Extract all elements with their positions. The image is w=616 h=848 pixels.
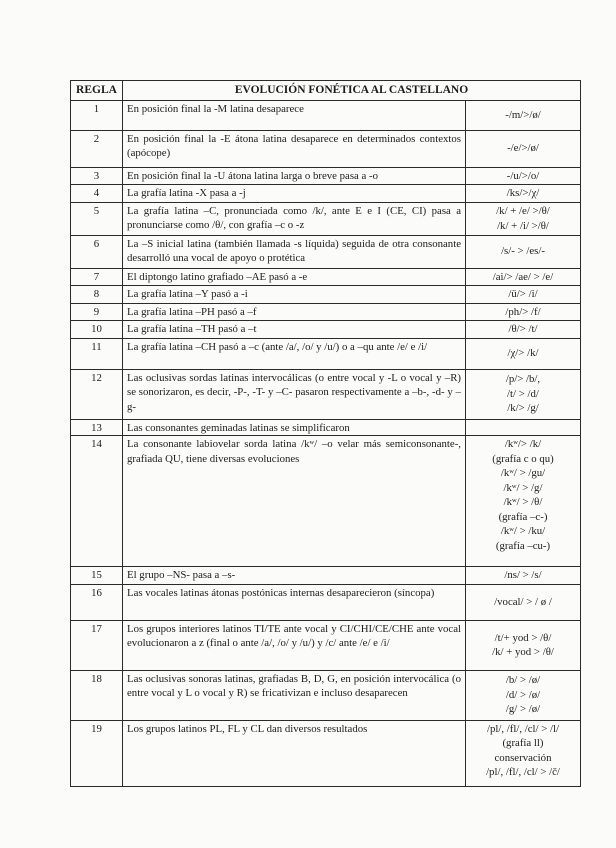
phonetic-line: /t/ > /d/ [507,387,539,400]
rule-text: En posición final la -E átona latina desaparece en determinados contextos (apócope) [123,130,466,167]
phonetic-line: /vocal/ > / ø / [494,595,552,608]
rule-text: Los grupos latinos PL, FL y CL dan diversos resultados [123,720,466,786]
phonetic-line: /ks/>/χ/ [506,187,540,199]
table-row [71,338,581,369]
rule-number: 9 [71,303,123,321]
table-row [71,419,581,436]
rule-text: Las consonantes geminadas latinas se simplificaron [123,419,466,436]
rule-number: 10 [71,321,123,339]
phonetic-cell [466,321,581,339]
table-row [71,202,581,235]
phonetic-cell [466,286,581,304]
phonetic-cell [466,584,581,620]
rule-text: La grafía latina –C, pronunciada como /k/, ante E e I (CE, CI) pasa a pronunciarse como /θ/, con grafía –c o -z [123,202,466,235]
phonetic-evolution-table [70,80,581,787]
table-row [71,720,581,786]
rule-number: 18 [71,670,123,720]
rule-text: En posición final la -U átona latina larga o breve pasa a -o [123,167,466,185]
table-row [71,584,581,620]
rule-text: La consonante labiovelar sorda latina /kʷ/ –o velar más semiconsonante-, grafiada QU, tiene diversas evoluciones [123,436,466,567]
phonetic-cell [466,202,581,235]
table-row [71,286,581,304]
phonetic-cell [466,130,581,167]
rule-number: 15 [71,567,123,585]
rule-number: 5 [71,202,123,235]
phonetic-cell [466,369,581,419]
table-row [71,268,581,286]
table-row [71,436,581,567]
phonetic-line: /ns/ > /s/ [504,569,542,581]
phonetic-cell [466,100,581,130]
phonetic-line: /k/ + /e/ >/θ/ [496,205,550,217]
table-row [71,100,581,130]
rule-text: Las vocales latinas átonas postónicas internas desaparecieron (síncopa) [123,584,466,620]
rule-number: 13 [71,419,123,436]
rule-number: 12 [71,369,123,419]
phonetic-cell [466,235,581,268]
phonetic-line: /θ/> /t/ [508,323,538,335]
phonetic-line: -/m/>/ø/ [505,108,541,121]
column-header-title: EVOLUCIÓN FONÉTICA AL CASTELLANO [123,81,581,101]
table-row [71,620,581,670]
phonetic-line: -/e/>/ø/ [507,142,539,155]
phonetic-line: /k/ + yod > /θ/ [492,646,554,658]
phonetic-cell [466,436,581,567]
rule-number: 7 [71,268,123,286]
table-header-row [71,81,581,101]
table-row [71,670,581,720]
table-row [71,567,581,585]
phonetic-line: (grafía –c-) [498,510,548,523]
phonetic-cell [466,338,581,369]
table-row [71,185,581,203]
phonetic-cell [466,303,581,321]
phonetic-cell [466,167,581,185]
phonetic-line: /p/> /b/, [505,373,541,386]
rule-text: Las oclusivas sordas latinas intervocálicas (o entre vocal y -L o vocal y –R) se sonorizaron, es decir, -P-, -T- y –C- pasaron respectivamente a –b-, -d- y –g- [123,369,466,419]
rule-number: 19 [71,720,123,786]
phonetic-cell [466,620,581,670]
rule-number: 17 [71,620,123,670]
phonetic-cell [466,720,581,786]
phonetic-line: /kʷ/ > /θ/ [503,496,543,508]
rule-number: 14 [71,436,123,567]
phonetic-line: /kʷ/ > /ku/ [500,525,546,537]
phonetic-line: /kʷ/ > /g/ [503,481,543,494]
table-row [71,303,581,321]
phonetic-cell [466,185,581,203]
column-header-rule: REGLA [71,81,123,101]
table-row [71,167,581,185]
phonetic-line: /d/ > /ø/ [505,688,541,701]
rule-text: La grafía latina –CH pasó a –c (ante /a/, /o/ y /u/) o a –qu ante /e/ e /i/ [123,338,466,369]
phonetic-cell [466,268,581,286]
phonetic-line: (grafía c o qu) [492,452,554,465]
rule-text: Las oclusivas sonoras latinas, grafiadas B, D, G, en posición intervocálica (o entre vocal y L o vocal y R) se fricativizan e incluso desaparecen [123,670,466,720]
phonetic-line: /s/- > /es/- [501,245,545,258]
phonetic-line: /χ/> /k/ [507,347,539,360]
rule-text: La grafía latina –TH pasó a –t [123,321,466,339]
phonetic-line: /pl/, /fl/, /cl/ > /l/ [486,722,560,735]
phonetic-line: /pl/, /fl/, /cl/ > /č/ [486,766,560,778]
phonetic-line: -/u/>/o/ [506,169,540,182]
rule-number: 3 [71,167,123,185]
phonetic-line: (grafía ll) [502,737,544,749]
rule-number: 2 [71,130,123,167]
rule-number: 8 [71,286,123,304]
rule-number: 11 [71,338,123,369]
table-row [71,235,581,268]
rule-text: La grafía latina -X pasa a -j [123,185,466,203]
rule-text: La –S inicial latina (también llamada -s líquida) seguida de otra consonante desarrolló una vocal de apoyo o protética [123,235,466,268]
phonetic-line: /ai/> /ae/ > /e/ [492,270,554,283]
phonetic-line: /ph/> /f/ [505,305,541,318]
phonetic-cell [466,567,581,585]
phonetic-line: /k/ + /i/ >/θ/ [497,219,549,232]
phonetic-cell [466,670,581,720]
phonetic-line: /k/> /g/ [507,402,539,415]
phonetic-line: (grafía –cu-) [495,539,551,552]
phonetic-line: /kʷ/> /k/ [504,438,542,450]
rule-text: El grupo –NS- pasa a –s- [123,567,466,585]
rule-text: En posición final la -M latina desaparece [123,100,466,130]
phonetic-line: /g/ > /ø/ [505,703,541,716]
rule-text: La grafía latina –PH pasó a –f [123,303,466,321]
phonetic-line: /t/+ yod > /θ/ [494,631,552,644]
rule-text: El diptongo latino grafiado –AE pasó a -e [123,268,466,286]
table-row [71,369,581,419]
rule-text: La grafía latina –Y pasó a -i [123,286,466,304]
rule-number: 6 [71,235,123,268]
table-row [71,321,581,339]
phonetic-line: conservación [494,751,552,764]
rule-number: 1 [71,100,123,130]
table-row [71,130,581,167]
phonetic-cell [466,419,581,436]
phonetic-line: /kʷ/ > /gu/ [500,467,546,479]
rule-text: Los grupos interiores latinos TI/TE ante vocal y CI/CHI/CE/CHE ante vocal evolucionaron a z (final o ante /a/, /o/ y /u/) y /c/ ante /e/ e /i/ [123,620,466,670]
rule-number: 4 [71,185,123,203]
phonetic-line: /ü/> /i/ [508,288,538,300]
phonetic-line: /b/ > /ø/ [505,674,541,687]
rule-number: 16 [71,584,123,620]
